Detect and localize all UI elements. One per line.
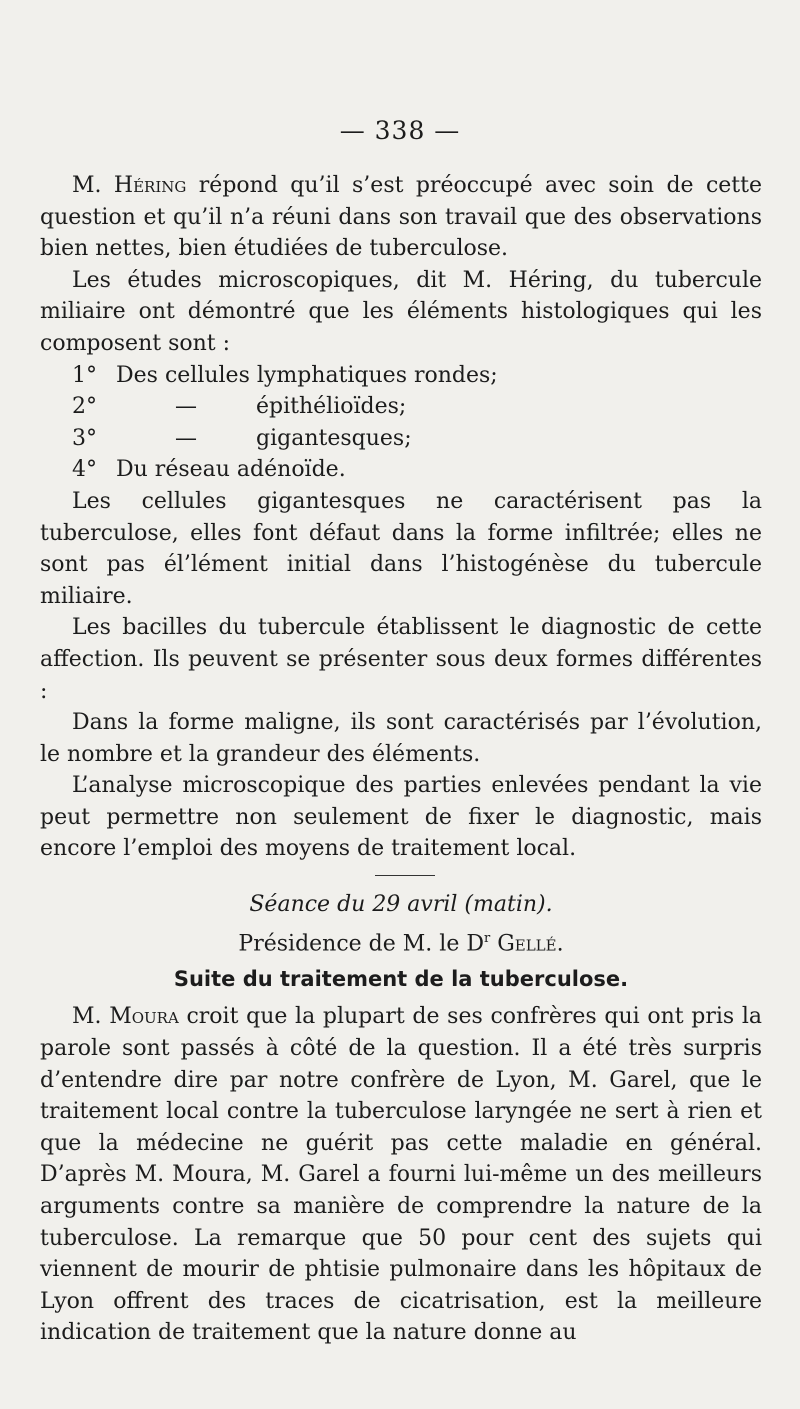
paragraph-giant-cells: Les cellules gigantesques ne caractérisent pas la tuberculose, elles font défaut dans la forme infiltrée; elles ne sont pas él’lément initial dans l’histogénèse du tubercule miliaire. (40, 488, 762, 609)
paragraph-text: répond qu’il s’est préoccupé avec soin de cette question et qu’il n’a réuni dans son travail que des observations bien nettes, bien étudiées de tuberculose. (40, 173, 762, 262)
list-number: 4° (72, 457, 97, 483)
presidency-prefix: Présidence de M. le D (238, 931, 484, 957)
list-number: 1° (72, 362, 97, 388)
paragraph-bacilli: Les bacilles du tubercule établissent le diagnostic de cette affection. Ils peuvent se présenter sous deux formes différentes : (40, 615, 762, 704)
presidency-line (40, 922, 762, 961)
list-text: gigantesques; (256, 425, 412, 451)
list-text: Des cellules lymphatiques rondes; (116, 362, 498, 388)
cell-list (40, 360, 762, 486)
section-divider (375, 875, 435, 876)
president-name: Gellé. (490, 931, 564, 957)
ditto-dash: — (175, 394, 197, 420)
paragraph-analysis: L’analyse microscopique des parties enlevées pendant la vie peut permettre non seulement de fixer le diagnostic, mais encore l’emploi des moyens de traitement local. (40, 773, 762, 862)
paragraph-text: croit que la plupart de ses confrères qui ont pris la parole sont passés à côté de la question. Il a été très surpris d’entendre dire par notre confrère de Lyon, M. Garel, que le traitement local contre la tuberculose laryngée ne sert à rien et que la médecine ne guérit pas cette maladie en général. D’après M. Moura, M. Garel a fourni lui-même un des meilleurs arguments contre sa manière de comprendre la nature de la tuberculose. La remarque que 50 pour cent des sujets qui viennent de mourir de phtisie pulmonaire dans les hôpitaux de Lyon offrent des traces de cicatrisation, est la meilleure indication de traitement que la nature donne au (40, 1004, 763, 1346)
page-body (40, 170, 762, 1349)
list-item (72, 391, 762, 423)
session-heading: Séance du 29 avril (matin). (249, 892, 553, 918)
list-item (72, 360, 762, 392)
paragraph-moura (40, 1001, 762, 1349)
list-number: 3° (72, 425, 97, 451)
paragraph-hering-reply (40, 170, 762, 265)
list-number: 2° (72, 394, 97, 420)
paragraph-microscopic-studies: Les études microscopiques, dit M. Héring, du tubercule miliaire ont démontré que les éléments histologiques qui les composent sont : (40, 267, 762, 356)
section-title: Suite du traitement de la tuberculose. (173, 967, 629, 992)
paragraph-malignant-form: Dans la forme maligne, ils sont caractérisés par l’évolution, le nombre et la grandeur des éléments. (40, 710, 762, 767)
speaker-name: M. Héring (72, 173, 187, 198)
presidency-sup: r (483, 931, 491, 947)
speaker-name: M. Moura (72, 1004, 179, 1030)
list-text: Du réseau adénoïde. (116, 457, 346, 483)
ditto-dash: — (175, 425, 197, 451)
list-item (72, 423, 762, 455)
page-number: — 338 — (339, 116, 461, 145)
list-item (72, 454, 762, 486)
list-text: épithélioïdes; (256, 394, 407, 420)
